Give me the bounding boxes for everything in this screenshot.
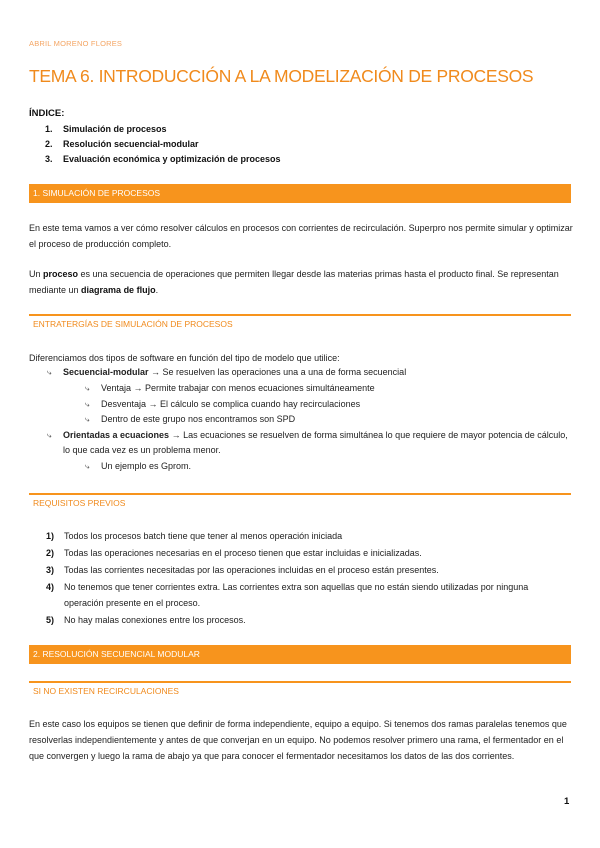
arrow-icon: ⤷ [85, 400, 90, 409]
page-title: TEMA 6. INTRODUCCIÓN A LA MODELIZACIÓN DE PROCESOS [29, 66, 534, 86]
subheading-requirements: REQUISITOS PREVIOS [29, 493, 571, 511]
requirement-item: 1) Todos los procesos batch tiene que tener al menos operación iniciada [46, 531, 343, 541]
paragraph-process: Un proceso es una secuencia de operaciones que permiten llegar desde las materias primas hasta el producto final. Se representan mediante un diagrama de flujo. [29, 269, 559, 295]
section-heading-simulation: 1. SIMULACIÓN DE PROCESOS [29, 184, 571, 203]
paragraph-no-recirculation: En este caso los equipos se tienen que definir de forma independiente, equipo a equipo. Si tenemos dos ramas paralelas tenemos que resolverlas independientemente y antes de que converjan en un equipo. No podemos resolver primero una rama, el fermentador en el que convergen y luego la rama de abajo ya que para conocer el fermentador necesitamos los datos de las dos corrientes. [29, 719, 567, 761]
index-item: 2. Resolución secuencial-modular [45, 139, 199, 149]
index-item: 1. Simulación de procesos [45, 124, 167, 134]
index-label: ÍNDICE: [29, 108, 65, 119]
author-name: ABRIL MORENO FLORES [29, 39, 123, 48]
section-heading-sequential: 2. RESOLUCIÓN SECUENCIAL MODULAR [29, 645, 571, 664]
index-list [45, 122, 281, 167]
bullet-advantage: Ventaja → Permite trabajar con menos ecuaciones simultáneamente [101, 383, 375, 393]
arrow-icon: ⤷ [85, 462, 90, 471]
subheading-strategies: ENTRATERGÍAS DE SIMULACIÓN DE PROCESOS [29, 314, 571, 332]
bullet-spd-note: Dentro de este grupo nos encontramos son SPD [101, 414, 296, 424]
subheading-no-recirculation: SI NO EXISTEN RECIRCULACIONES [29, 681, 571, 699]
bullet-sequential: Secuencial-modular → Se resuelven las operaciones una a una de forma secuencial [63, 367, 407, 377]
arrow-icon: ⤷ [85, 384, 90, 393]
bullet-disadvantage: Desventaja → El cálculo se complica cuando hay recirculaciones [101, 399, 361, 409]
requirement-item: 3) Todas las corrientes necesitadas por las operaciones incluidas en el proceso están presentes. [46, 565, 439, 575]
requirement-item: 2) Todas las operaciones necesarias en el proceso tienen que estar incluidas e inicializadas. [46, 548, 422, 558]
bullet-equation-oriented: Orientadas a ecuaciones → Las ecuaciones se resuelven de forma simultánea lo que requiere de mayor potencia de cálculo, lo que cada vez es un problema menor. [63, 430, 568, 455]
index-item: 3. Evaluación económica y optimización de procesos [45, 154, 281, 164]
arrow-icon: ⤷ [47, 368, 52, 377]
paragraph-intro: En este tema vamos a ver cómo resolver cálculos en procesos con corrientes de recirculación. Superpro nos permite simular y optimizar el proceso de producción completo. [29, 223, 573, 249]
page-number: 1 [564, 796, 570, 807]
requirement-item: 4) No tenemos que tener corrientes extra. Las corrientes extra son aquellas que no están siendo utilizadas por ninguna operación presente en el proceso. [46, 582, 529, 608]
arrow-icon: ⤷ [47, 431, 52, 440]
bullet-example: Un ejemplo es Gprom. [101, 461, 192, 471]
requirement-item: 5) No hay malas conexiones entre los procesos. [46, 615, 246, 625]
strategies-intro: Diferenciamos dos tipos de software en función del tipo de modelo que utilice: [29, 353, 340, 363]
arrow-icon: ⤷ [85, 415, 90, 424]
